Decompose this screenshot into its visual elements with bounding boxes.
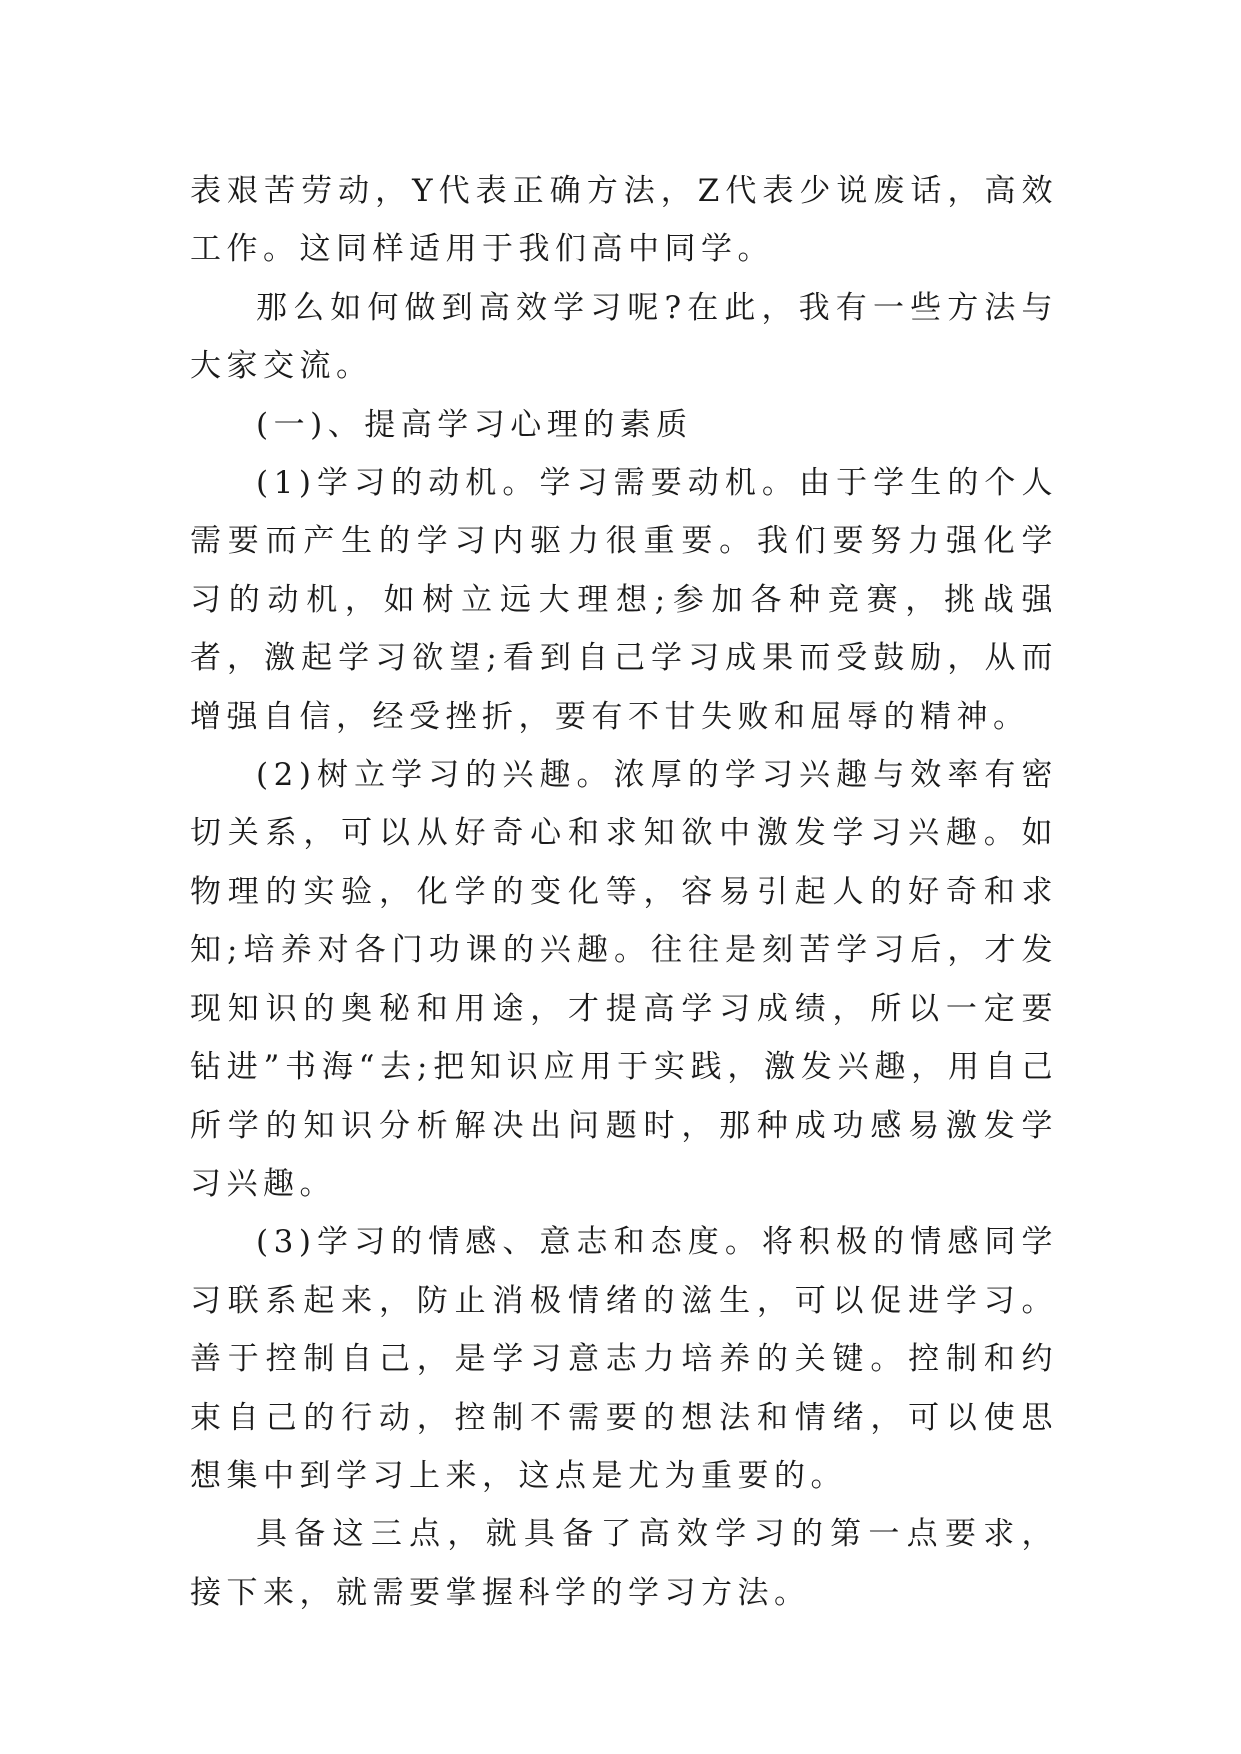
document-body (190, 162, 1058, 1622)
paragraph-continuation: 表艰苦劳动，Y代表正确方法，Z代表少说废话，高效工作。这同样适用于我们高中同学。 (190, 173, 1058, 268)
paragraph-interest: (2)树立学习的兴趣。浓厚的学习兴趣与效率有密切关系，可以从好奇心和求知欲中激发学习兴趣。如物理的实验，化学的变化等，容易引起人的好奇和求知;培养对各门功课的兴趣。往往是刻苦学习后，才发现知识的奥秘和用途，才提高学习成绩，所以一定要钻进”书海“去;把知识应用于实践，激发兴趣，用自己所学的知识分析解决出问题时，那种成功感易激发学习兴趣。 (190, 757, 1058, 1202)
paragraph-intro: 那么如何做到高效学习呢?在此，我有一些方法与大家交流。 (190, 289, 1058, 385)
paragraph-summary: 具备这三点，就具备了高效学习的第一点要求，接下来，就需要掌握科学的学习方法。 (190, 1516, 1058, 1611)
section-heading: (一)、提高学习心理的素质 (256, 406, 693, 443)
paragraph-emotion-will: (3)学习的情感、意志和态度。将积极的情感同学习联系起来，防止消极情绪的滋生，可以促进学习。善于控制自己，是学习意志力培养的关键。控制和约束自己的行动，控制不需要的想法和情绪，可以使思想集中到学习上来，这点是尤为重要的。 (190, 1224, 1058, 1494)
paragraph-motivation: (1)学习的动机。学习需要动机。由于学生的个人需要而产生的学习内驱力很重要。我们要努力强化学习的动机，如树立远大理想;参加各种竞赛，挑战强者，激起学习欲望;看到自己学习成果而受鼓励，从而增强自信，经受挫折，要有不甘失败和屈辱的精神。 (190, 465, 1058, 735)
